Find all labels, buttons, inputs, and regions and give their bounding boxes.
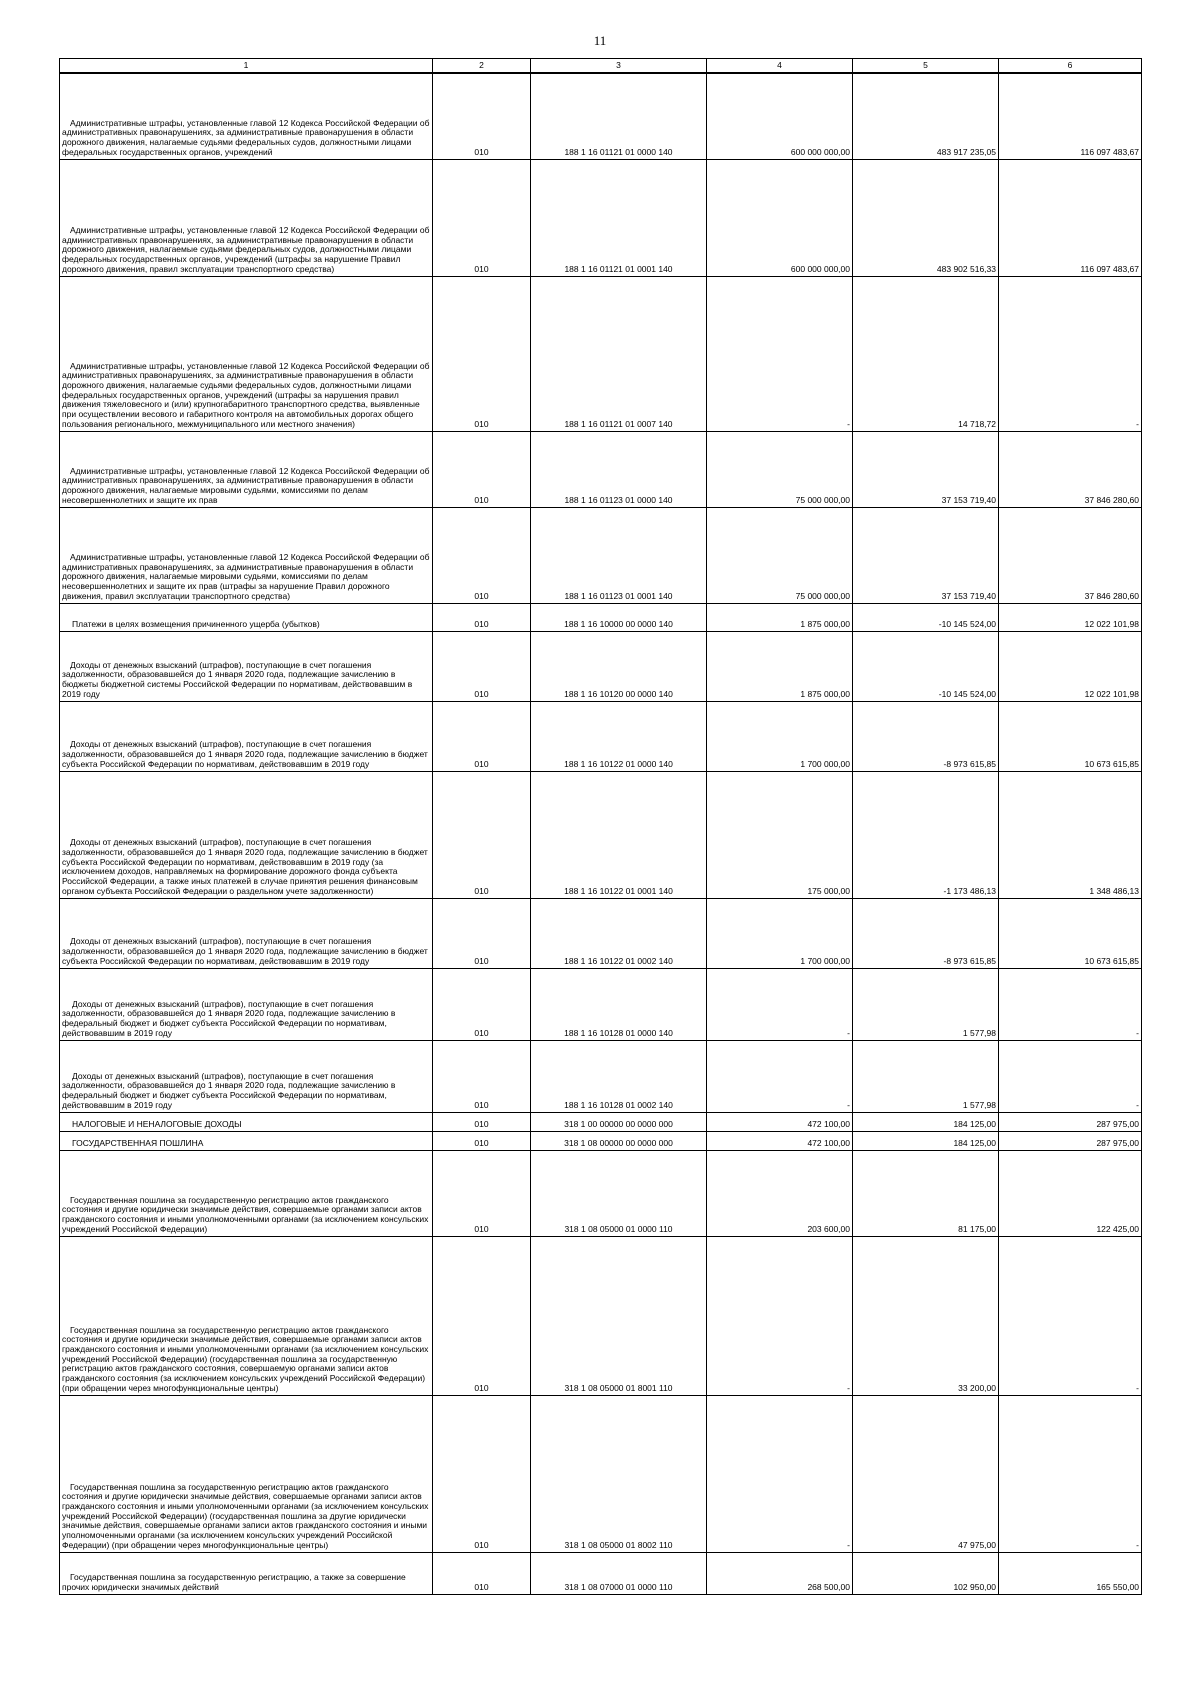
indicator-name-cell: Доходы от денежных взысканий (штрафов), поступающие в счет погашения задолженности, образовавшейся до 1 января 2020 года, подлежащие зачислению в бюджеты бюджетной системы Российской Федерации по нормативам, действовавшим в 2019 году	[60, 631, 433, 701]
unexecuted-amount-cell: -	[999, 276, 1142, 431]
line-code-cell: 010	[433, 507, 531, 603]
table-row	[60, 1552, 1142, 1594]
income-code-cell: 318 1 08 05000 01 0000 110	[531, 1150, 707, 1236]
indicator-name-cell: Доходы от денежных взысканий (штрафов), поступающие в счет погашения задолженности, образовавшейся до 1 января 2020 года, подлежащие зачислению в федеральный бюджет и бюджет субъекта Российской Федерации по нормативам, действовавшим в 2019 году	[60, 1040, 433, 1112]
table-body	[60, 73, 1142, 1594]
table-row	[60, 159, 1142, 276]
income-code-cell: 188 1 16 01123 01 0000 140	[531, 431, 707, 507]
indicator-name-cell: Доходы от денежных взысканий (штрафов), поступающие в счет погашения задолженности, образовавшейся до 1 января 2020 года, подлежащие зачислению в бюджет субъекта Российской Федерации по нормативам, действовавшим в 2019 году	[60, 701, 433, 771]
line-code-cell: 010	[433, 1131, 531, 1150]
table-row	[60, 968, 1142, 1040]
income-code-cell: 318 1 00 00000 00 0000 000	[531, 1112, 707, 1131]
unexecuted-amount-cell: 10 673 615,85	[999, 701, 1142, 771]
line-code-cell: 010	[433, 968, 531, 1040]
unexecuted-amount-cell: -	[999, 1395, 1142, 1552]
line-code-cell: 010	[433, 631, 531, 701]
income-code-cell: 188 1 16 10128 01 0000 140	[531, 968, 707, 1040]
unexecuted-amount-cell: -	[999, 1236, 1142, 1395]
income-code-cell: 318 1 08 05000 01 8002 110	[531, 1395, 707, 1552]
income-code-cell: 188 1 16 10122 01 0002 140	[531, 898, 707, 968]
income-code-cell: 188 1 16 10122 01 0001 140	[531, 771, 707, 898]
line-code-cell: 010	[433, 431, 531, 507]
approved-plan-cell: 600 000 000,00	[707, 73, 853, 159]
executed-amount-cell: 1 577,98	[853, 968, 999, 1040]
executed-amount-cell: 37 153 719,40	[853, 507, 999, 603]
column-header: 5	[853, 59, 999, 74]
executed-amount-cell: -10 145 524,00	[853, 631, 999, 701]
approved-plan-cell: 1 875 000,00	[707, 603, 853, 631]
approved-plan-cell: 268 500,00	[707, 1552, 853, 1594]
unexecuted-amount-cell: 287 975,00	[999, 1112, 1142, 1131]
income-code-cell: 188 1 16 01121 01 0007 140	[531, 276, 707, 431]
table-row	[60, 1150, 1142, 1236]
indicator-name-cell: Доходы от денежных взысканий (штрафов), поступающие в счет погашения задолженности, образовавшейся до 1 января 2020 года, подлежащие зачислению в бюджет субъекта Российской Федерации по нормативам, действовавшим в 2019 году (за исключением доходов, направляемых на формирование дорожного фонда субъекта Российской Федерации, а также иных платежей в случае принятия решения финансовым органом субъекта Российской Федерации о раздельном учете задолженности)	[60, 771, 433, 898]
income-code-cell: 188 1 16 10120 00 0000 140	[531, 631, 707, 701]
column-header: 3	[531, 59, 707, 74]
unexecuted-amount-cell: 12 022 101,98	[999, 631, 1142, 701]
indicator-name-cell: Доходы от денежных взысканий (штрафов), поступающие в счет погашения задолженности, образовавшейся до 1 января 2020 года, подлежащие зачислению в федеральный бюджет и бюджет субъекта Российской Федерации по нормативам, действовавшим в 2019 году	[60, 968, 433, 1040]
income-code-cell: 188 1 16 01121 01 0000 140	[531, 73, 707, 159]
executed-amount-cell: 81 175,00	[853, 1150, 999, 1236]
indicator-name-cell: Государственная пошлина за государственную регистрацию актов гражданского состояния и другие юридически значимые действия, совершаемые органами записи актов гражданского состояния и иными уполномоченными органами (за исключением консульских учреждений Российской Федерации) (государственная пошлина за другие юридически значимые действия, совершаемые органами записи актов гражданского состояния и иными уполномоченными органами (за исключением консульских учреждений Российской Федерации) (при обращении через многофункциональные центры)	[60, 1395, 433, 1552]
indicator-name-cell: Административные штрафы, установленные главой 12 Кодекса Российской Федерации об административных правонарушениях, за административные правонарушения в области дорожного движения, налагаемые мировыми судьями, комиссиями по делам несовершеннолетних и защите их прав	[60, 431, 433, 507]
executed-amount-cell: 184 125,00	[853, 1112, 999, 1131]
line-code-cell: 010	[433, 701, 531, 771]
table-row	[60, 701, 1142, 771]
executed-amount-cell: -10 145 524,00	[853, 603, 999, 631]
executed-amount-cell: -8 973 615,85	[853, 898, 999, 968]
unexecuted-amount-cell: 116 097 483,67	[999, 73, 1142, 159]
table-row	[60, 1131, 1142, 1150]
line-code-cell: 010	[433, 1552, 531, 1594]
approved-plan-cell: 175 000,00	[707, 771, 853, 898]
income-code-cell: 188 1 16 01123 01 0001 140	[531, 507, 707, 603]
executed-amount-cell: 483 917 235,05	[853, 73, 999, 159]
unexecuted-amount-cell: 1 348 486,13	[999, 771, 1142, 898]
approved-plan-cell: 1 700 000,00	[707, 898, 853, 968]
line-code-cell: 010	[433, 771, 531, 898]
income-code-cell: 188 1 16 01121 01 0001 140	[531, 159, 707, 276]
line-code-cell: 010	[433, 1150, 531, 1236]
approved-plan-cell: 472 100,00	[707, 1131, 853, 1150]
unexecuted-amount-cell: -	[999, 1040, 1142, 1112]
indicator-name-cell: Платежи в целях возмещения причиненного ущерба (убытков)	[60, 603, 433, 631]
executed-amount-cell: 37 153 719,40	[853, 431, 999, 507]
approved-plan-cell: 1 700 000,00	[707, 701, 853, 771]
indicator-name-cell: Государственная пошлина за государственную регистрацию актов гражданского состояния и другие юридически значимые действия, совершаемые органами записи актов гражданского состояния и иными уполномоченными органами (за исключением консульских учреждений Российской Федерации)	[60, 1150, 433, 1236]
approved-plan-cell: -	[707, 1040, 853, 1112]
line-code-cell: 010	[433, 603, 531, 631]
indicator-name-cell: НАЛОГОВЫЕ И НЕНАЛОГОВЫЕ ДОХОДЫ	[60, 1112, 433, 1131]
line-code-cell: 010	[433, 276, 531, 431]
line-code-cell: 010	[433, 898, 531, 968]
line-code-cell: 010	[433, 159, 531, 276]
column-number-row	[60, 59, 1142, 74]
indicator-name-cell: Административные штрафы, установленные главой 12 Кодекса Российской Федерации об административных правонарушениях, за административные правонарушения в области дорожного движения, налагаемые судьями федеральных судов, должностными лицами федеральных государственных органов, учреждений	[60, 73, 433, 159]
income-code-cell: 318 1 08 05000 01 8001 110	[531, 1236, 707, 1395]
table-row	[60, 507, 1142, 603]
indicator-name-cell: Административные штрафы, установленные главой 12 Кодекса Российской Федерации об административных правонарушениях, за административные правонарушения в области дорожного движения, налагаемые мировыми судьями, комиссиями по делам несовершеннолетних и защите их прав (штрафы за нарушение Правил дорожного движения, правил эксплуатации транспортного средства)	[60, 507, 433, 603]
unexecuted-amount-cell: 165 550,00	[999, 1552, 1142, 1594]
table-row	[60, 431, 1142, 507]
executed-amount-cell: 14 718,72	[853, 276, 999, 431]
table-row	[60, 1236, 1142, 1395]
executed-amount-cell: 33 200,00	[853, 1236, 999, 1395]
column-header: 2	[433, 59, 531, 74]
approved-plan-cell: 472 100,00	[707, 1112, 853, 1131]
income-code-cell: 188 1 16 10128 01 0002 140	[531, 1040, 707, 1112]
line-code-cell: 010	[433, 1236, 531, 1395]
executed-amount-cell: 483 902 516,33	[853, 159, 999, 276]
indicator-name-cell: Доходы от денежных взысканий (штрафов), поступающие в счет погашения задолженности, образовавшейся до 1 января 2020 года, подлежащие зачислению в бюджет субъекта Российской Федерации по нормативам, действовавшим в 2019 году	[60, 898, 433, 968]
indicator-name-cell: ГОСУДАРСТВЕННАЯ ПОШЛИНА	[60, 1131, 433, 1150]
executed-amount-cell: 1 577,98	[853, 1040, 999, 1112]
approved-plan-cell: 75 000 000,00	[707, 431, 853, 507]
approved-plan-cell: -	[707, 1395, 853, 1552]
line-code-cell: 010	[433, 73, 531, 159]
table-row	[60, 1040, 1142, 1112]
unexecuted-amount-cell: 116 097 483,67	[999, 159, 1142, 276]
executed-amount-cell: 184 125,00	[853, 1131, 999, 1150]
column-header: 4	[707, 59, 853, 74]
indicator-name-cell: Государственная пошлина за государственную регистрацию актов гражданского состояния и другие юридически значимые действия, совершаемые органами записи актов гражданского состояния и иными уполномоченными органами (за исключением консульских учреждений Российской Федерации) (государственная пошлина за государственную регистрацию актов гражданского состояния, совершаемую органами записи актов гражданского состояния (за исключением консульских учреждений Российской Федерации) (при обращении через многофункциональные центры)	[60, 1236, 433, 1395]
budget-revenue-table	[59, 58, 1142, 1595]
indicator-name-cell: Административные штрафы, установленные главой 12 Кодекса Российской Федерации об административных правонарушениях, за административные правонарушения в области дорожного движения, налагаемые судьями федеральных судов, должностными лицами федеральных государственных органов, учреждений (штрафы за нарушения правил движения тяжеловесного и (или) крупногабаритного транспортного средства, выявленные при осуществлении весового и габаритного контроля на автомобильных дорогах общего пользования регионального, межмуниципального или местного значения)	[60, 276, 433, 431]
table-row	[60, 276, 1142, 431]
executed-amount-cell: 47 975,00	[853, 1395, 999, 1552]
executed-amount-cell: -1 173 486,13	[853, 771, 999, 898]
approved-plan-cell: 1 875 000,00	[707, 631, 853, 701]
approved-plan-cell: -	[707, 276, 853, 431]
unexecuted-amount-cell: 10 673 615,85	[999, 898, 1142, 968]
income-code-cell: 318 1 08 07000 01 0000 110	[531, 1552, 707, 1594]
income-code-cell: 188 1 16 10000 00 0000 140	[531, 603, 707, 631]
indicator-name-cell: Административные штрафы, установленные главой 12 Кодекса Российской Федерации об административных правонарушениях, за административные правонарушения в области дорожного движения, налагаемые судьями федеральных судов, должностными лицами федеральных государственных органов, учреждений (штрафы за нарушение Правил дорожного движения, правил эксплуатации транспортного средства)	[60, 159, 433, 276]
executed-amount-cell: 102 950,00	[853, 1552, 999, 1594]
executed-amount-cell: -8 973 615,85	[853, 701, 999, 771]
approved-plan-cell: 203 600,00	[707, 1150, 853, 1236]
approved-plan-cell: -	[707, 968, 853, 1040]
line-code-cell: 010	[433, 1395, 531, 1552]
approved-plan-cell: 600 000 000,00	[707, 159, 853, 276]
unexecuted-amount-cell: -	[999, 968, 1142, 1040]
table-row	[60, 1112, 1142, 1131]
unexecuted-amount-cell: 122 425,00	[999, 1150, 1142, 1236]
unexecuted-amount-cell: 37 846 280,60	[999, 431, 1142, 507]
unexecuted-amount-cell: 12 022 101,98	[999, 603, 1142, 631]
line-code-cell: 010	[433, 1112, 531, 1131]
table-row	[60, 73, 1142, 159]
income-code-cell: 188 1 16 10122 01 0000 140	[531, 701, 707, 771]
table-row	[60, 631, 1142, 701]
indicator-name-cell: Государственная пошлина за государственную регистрацию, а также за совершение прочих юридически значимых действий	[60, 1552, 433, 1594]
page-number: 11	[593, 33, 607, 48]
unexecuted-amount-cell: 37 846 280,60	[999, 507, 1142, 603]
table-row	[60, 1395, 1142, 1552]
table-row	[60, 603, 1142, 631]
table-row	[60, 898, 1142, 968]
line-code-cell: 010	[433, 1040, 531, 1112]
approved-plan-cell: 75 000 000,00	[707, 507, 853, 603]
table-row	[60, 771, 1142, 898]
column-header: 6	[999, 59, 1142, 74]
income-code-cell: 318 1 08 00000 00 0000 000	[531, 1131, 707, 1150]
unexecuted-amount-cell: 287 975,00	[999, 1131, 1142, 1150]
column-header: 1	[60, 59, 433, 74]
approved-plan-cell: -	[707, 1236, 853, 1395]
